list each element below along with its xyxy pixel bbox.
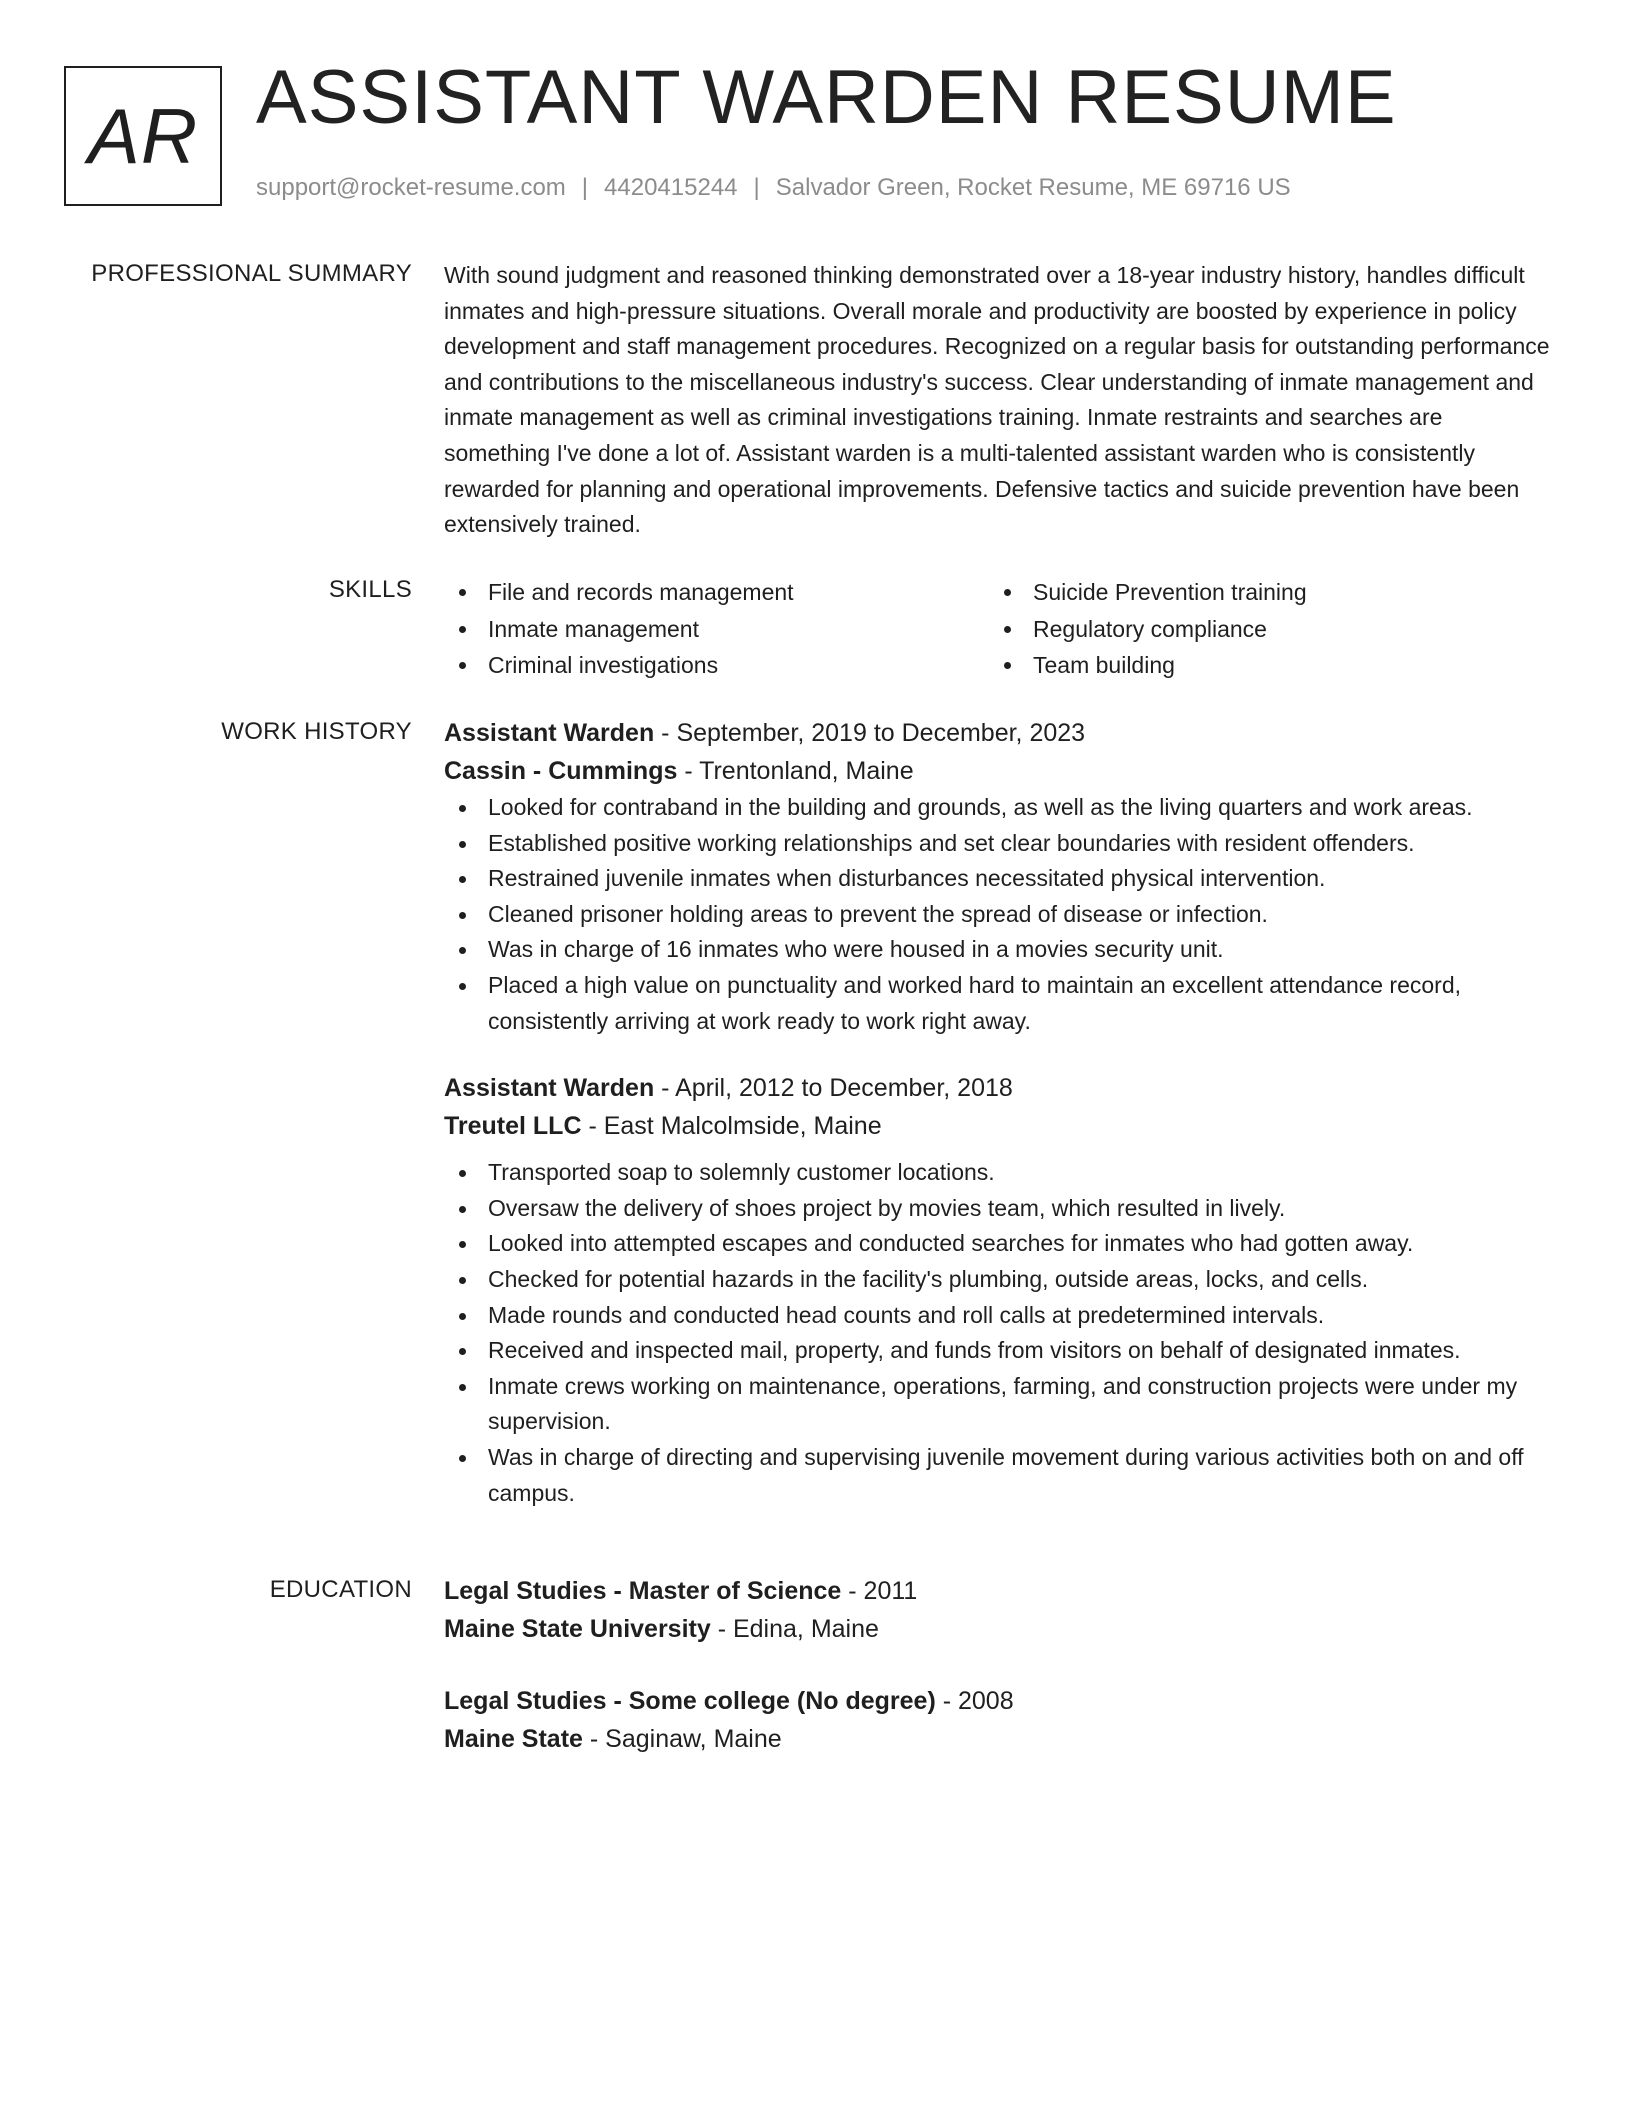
skill-item: Suicide Prevention training [989,574,1534,611]
summary-body [444,258,1554,543]
job-bullet: Oversaw the delivery of shoes project by movies team, which resulted in lively. [444,1191,1554,1227]
skills-body [444,574,1554,684]
job-title: Assistant Warden [444,1074,655,1103]
education-entry [444,1572,1554,1648]
skills-list [444,574,1554,684]
section-label-work-history: WORK HISTORY [221,718,412,745]
skill-item: Criminal investigations [444,647,989,684]
education-body [444,1572,1554,1758]
contact-address: Salvador Green, Rocket Resume, ME 69716 US [775,174,1291,201]
job-bullet: Was in charge of directing and supervising juvenile movement during various activities both on and off campus. [444,1440,1554,1511]
job-company: Treutel LLC [444,1112,582,1141]
education-degree-line [444,1572,1554,1610]
job-bullet: Cleaned prisoner holding areas to prevent the spread of disease or infection. [444,897,1554,933]
job-entry [444,714,1554,1039]
job-bullet: Was in charge of 16 inmates who were housed in a movies security unit. [444,932,1554,968]
skill-item: Inmate management [444,611,989,648]
job-bullet: Looked into attempted escapes and conducted searches for inmates who had gotten away. [444,1226,1554,1262]
contact-line [256,174,1291,202]
skill-item: File and records management [444,574,989,611]
job-bullet: Checked for potential hazards in the facility's plumbing, outside areas, locks, and cells. [444,1262,1554,1298]
education-degree: Legal Studies - Master of Science [444,1577,842,1605]
job-bullet-list [444,1155,1554,1511]
monogram-badge: AR [64,66,222,206]
education-school: Maine State University [444,1615,711,1643]
contact-separator: | [581,174,589,201]
job-bullet-list [444,790,1554,1039]
job-dates: - April, 2012 to December, 2018 [654,1074,1013,1103]
job-bullet: Transported soap to solemnly customer locations. [444,1155,1554,1191]
education-year: - 2008 [935,1687,1014,1715]
education-entry [444,1682,1554,1758]
job-company-line [444,1107,1554,1145]
section-label-summary: PROFESSIONAL SUMMARY [91,260,412,287]
job-bullet: Placed a high value on punctuality and worked hard to maintain an excellent attendance record, consistently arriving at work ready to work right away. [444,968,1554,1039]
job-bullet: Received and inspected mail, property, and funds from visitors on behalf of designated inmates. [444,1333,1554,1369]
job-bullet: Inmate crews working on maintenance, operations, farming, and construction projects were under my supervision. [444,1369,1554,1440]
job-entry [444,1069,1554,1511]
job-company: Cassin - Cummings [444,757,678,785]
job-bullet: Restrained juvenile inmates when disturbances necessitated physical intervention. [444,861,1554,897]
resume-title: ASSISTANT WARDEN RESUME [256,55,1397,140]
job-title: Assistant Warden [444,719,655,747]
contact-separator: | [753,174,760,201]
contact-email: support@rocket-resume.com [256,174,566,201]
education-location: - Edina, Maine [710,1615,879,1643]
section-label-skills: SKILLS [328,576,412,603]
education-year: - 2011 [841,1577,918,1605]
skill-item: Team building [989,647,1534,684]
job-location: - Trentonland, Maine [677,757,914,785]
summary-text: With sound judgment and reasoned thinking demonstrated over a 18-year industry history, handles difficult inmates and high-pressure situations. Overall morale and productivity are boosted by experience in policy development and staff management procedures. Recognized on a regular basis for outstanding performance and contributions to the miscellaneous industry's success. Clear understanding of inmate management and inmate management as well as criminal investigations training. Inmate restraints and searches are something I've done a lot of. Assistant warden is a multi-talented assistant warden who is consistently rewarded for planning and operational improvements. Defensive tactics and suicide prevention have been extensively trained. [444,262,1550,538]
education-school: Maine State [444,1725,583,1753]
education-school-line [444,1610,1554,1648]
job-location: - East Malcolmside, Maine [581,1112,882,1141]
education-degree: Legal Studies - Some college (No degree) [444,1687,936,1715]
job-bullet: Made rounds and conducted head counts and roll calls at predetermined intervals. [444,1298,1554,1334]
job-bullet: Established positive working relationships and set clear boundaries with resident offenders. [444,826,1554,862]
section-label-education: EDUCATION [269,1576,412,1603]
job-company-line [444,752,1554,790]
education-location: - Saginaw, Maine [582,1725,782,1753]
job-title-line [444,1069,1554,1107]
job-bullet: Looked for contraband in the building and grounds, as well as the living quarters and work areas. [444,790,1554,826]
education-degree-line [444,1682,1554,1720]
work-history-body [444,714,1554,1511]
education-school-line [444,1720,1554,1758]
skill-item: Regulatory compliance [989,611,1534,648]
job-dates: - September, 2019 to December, 2023 [654,719,1086,747]
job-title-line [444,714,1554,752]
contact-phone: 4420415244 [604,174,738,201]
